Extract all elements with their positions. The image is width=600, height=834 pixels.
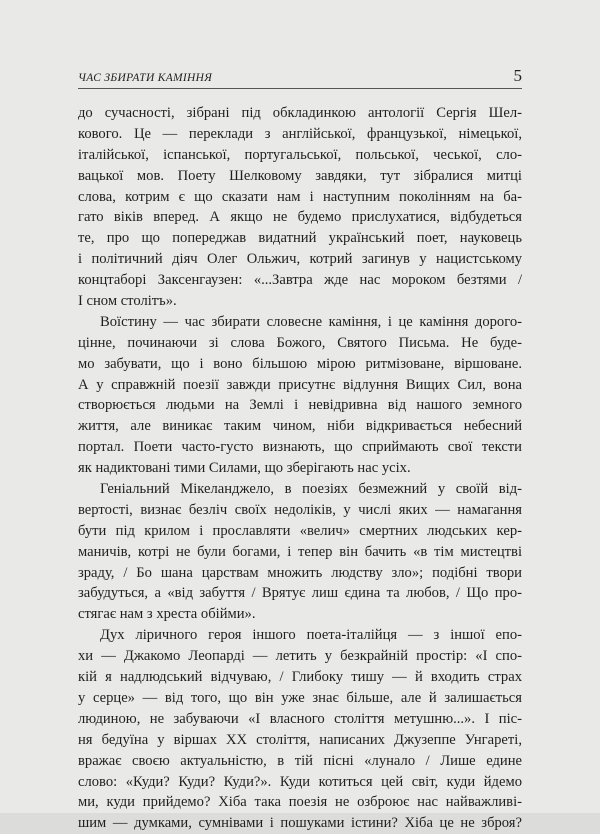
text-line: концтаборі Заксенгаузен: «...Завтра жде нас мороком безтями /	[78, 272, 522, 289]
text-line: у серце» — від того, що він уже знає більше, але й залишається	[78, 689, 522, 706]
text-line: стягає нам з хреста обійми».	[78, 606, 256, 623]
text-line: А у справжній поезії завжди присутнє відлуння Вищих Сил, вона	[78, 376, 522, 393]
text-line: бути під крилом і прославляти «велич» смертних людських кер-	[78, 522, 522, 539]
text-line: портал. Поети часто-густо визнають, що сприймають свої тексти	[78, 439, 522, 456]
text-line: як надиктовані тими Силами, що зберігають нас усіх.	[78, 460, 411, 477]
text-line: створюється людьми на Землі і невідривна від нашого земного	[78, 397, 522, 414]
text-line: шим — думками, сумнівами і пошуками істини? Хіба це не зброя?	[78, 815, 522, 832]
text-line: ня бедуїна у віршах ХХ століття, написаних Джузеппе Унгареті,	[78, 731, 522, 748]
text-line: І сном столітъ».	[78, 293, 177, 310]
text-line: вертості, визнає безліч своїх недоліків, у числі яких — намагання	[78, 501, 522, 518]
page-number: 5	[513, 66, 522, 85]
text-line: італійської, іспанської, португальської, польської, чеської, сло-	[78, 146, 522, 163]
text-line: вражає своєю актуальністю, в тій пісні «лунало / Лише едине	[78, 752, 522, 769]
text-line: цінне, починаючи зі слова Божого, Святого Письма. Не буде-	[78, 334, 522, 351]
text-line: мо забувати, що і воно більшою мірою ритмізоване, віршоване.	[78, 355, 522, 372]
text-line: кового. Це — переклади з англійської, французької, німецької,	[78, 125, 522, 142]
text-line: слова, котрим є що сказати нам і наступним поколінням на ба-	[78, 188, 522, 205]
text-line: хи — Джакомо Леопарді — летить у безкрайній простір: «І спо-	[78, 648, 522, 665]
text-line: до сучасності, зібрані під обкладинкою антології Сергія Шел-	[78, 105, 522, 121]
text-line: гато віків вперед. А якщо не будемо прислухатися, відбудеться	[78, 209, 522, 226]
text-line: зраду, / Бо шана царствам множить людству зло»; подібні твори	[78, 564, 522, 581]
text-line: те, про що попереджав видатний український поет, науковець	[78, 230, 522, 247]
text-line: слово: «Куди? Куди? Куди?». Куди котиться цей світ, куди йдемо	[78, 773, 522, 790]
text-line: ми, куди прийдемо? Хіба така поезія не озброює нас найважливі-	[78, 794, 522, 811]
text-line: забудуться, а «від забуття / Врятує лиш єдина та любов, / Що про-	[78, 585, 522, 602]
text-line: і політичний діяч Олег Ольжич, котрий загинув у нацистському	[78, 251, 522, 268]
text-line: Дух ліричного героя іншого поета-італійця — з іншої епо-	[100, 627, 522, 644]
text-line: життя, але виникає таким чином, ніби відкривається небесний	[78, 418, 522, 435]
text-line: людиною, не забуваючи «І власного століття метушню...». І піс-	[78, 710, 522, 727]
text-line: Геніальний Мікеланджело, в поезіях безмежний у своїй від-	[100, 481, 522, 498]
text-line: Воїстину — час збирати словесне каміння, і це каміння дорого-	[100, 313, 522, 330]
text-line: кій я надлюдський відчуваю, / Глибоку тишу — й входить страх	[78, 669, 522, 686]
text-line: вацької мов. Поету Шелковому завдяки, тут зібралися митці	[78, 167, 522, 184]
running-title: ЧАС ЗБИРАТИ КАМІННЯ	[78, 72, 213, 84]
text-line: маничів, котрі не були богами, і тепер він бачить «в тім мистецтві	[78, 543, 522, 560]
body-text	[78, 103, 522, 834]
page-header	[78, 66, 522, 89]
